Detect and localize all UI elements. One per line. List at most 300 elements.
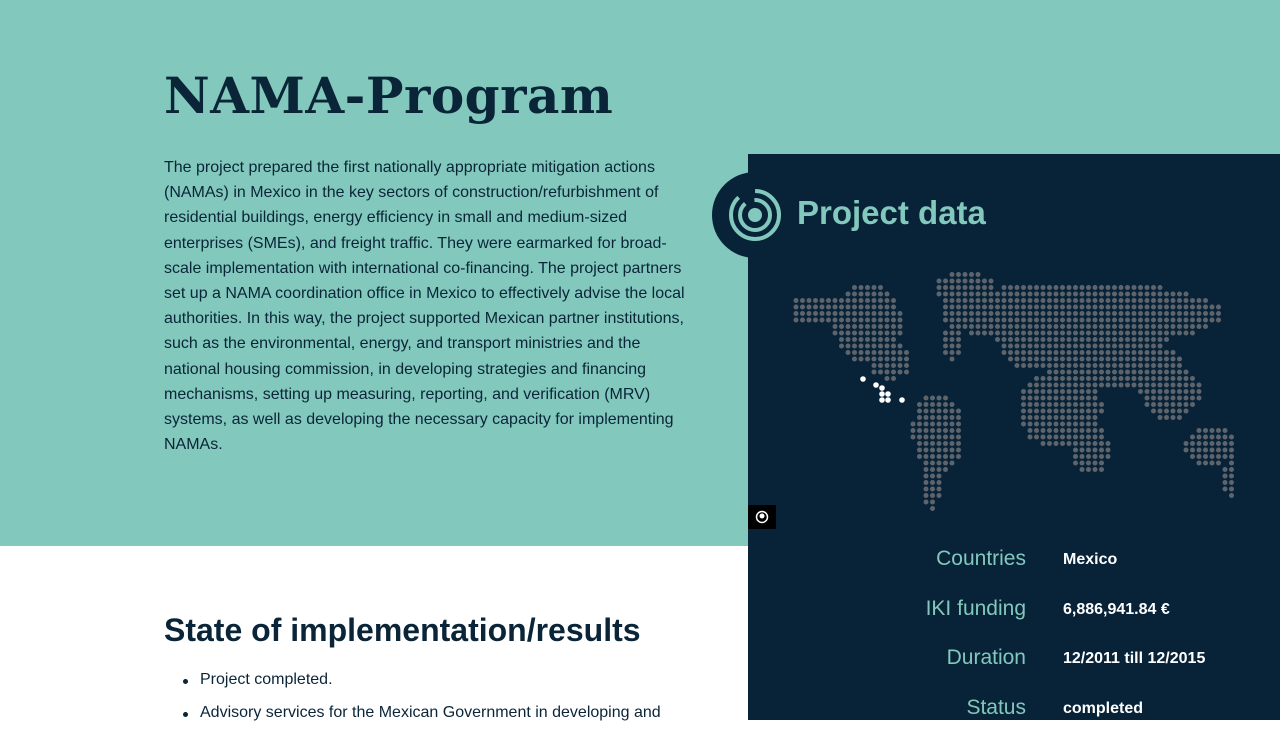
map-dot bbox=[1138, 389, 1143, 394]
map-dot bbox=[1184, 409, 1189, 414]
map-dot bbox=[859, 298, 864, 303]
map-dot bbox=[1034, 376, 1039, 381]
map-dot bbox=[1229, 461, 1234, 466]
map-dot bbox=[1054, 305, 1059, 310]
map-dot bbox=[1099, 337, 1104, 342]
map-dot bbox=[937, 415, 942, 420]
map-dot bbox=[963, 318, 968, 323]
map-dot bbox=[1080, 415, 1085, 420]
map-dot bbox=[1145, 337, 1150, 342]
map-dot bbox=[1138, 305, 1143, 310]
map-dot bbox=[1184, 331, 1189, 336]
map-dot bbox=[1119, 305, 1124, 310]
highlighted-country-dot bbox=[879, 391, 885, 397]
map-dot bbox=[1060, 363, 1065, 368]
map-dot bbox=[1086, 422, 1091, 427]
map-dot bbox=[878, 350, 883, 355]
map-dot bbox=[1086, 402, 1091, 407]
map-dot bbox=[969, 279, 974, 284]
map-dot bbox=[937, 428, 942, 433]
map-dot bbox=[1080, 402, 1085, 407]
map-dot bbox=[1223, 467, 1228, 472]
map-dot bbox=[963, 279, 968, 284]
map-dot bbox=[1002, 331, 1007, 336]
map-dot bbox=[1073, 337, 1078, 342]
map-dot bbox=[1125, 376, 1130, 381]
map-dot bbox=[1041, 441, 1046, 446]
map-dot bbox=[820, 298, 825, 303]
map-dot bbox=[885, 350, 890, 355]
map-dot bbox=[1080, 363, 1085, 368]
data-label-countries: Countries bbox=[936, 547, 1026, 570]
map-dot bbox=[1073, 435, 1078, 440]
map-dot bbox=[956, 292, 961, 297]
map-dot bbox=[943, 305, 948, 310]
map-dot bbox=[950, 357, 955, 362]
map-dot bbox=[1034, 337, 1039, 342]
map-dot bbox=[1093, 331, 1098, 336]
map-dot bbox=[1106, 318, 1111, 323]
map-dot bbox=[1067, 389, 1072, 394]
map-dot bbox=[969, 292, 974, 297]
map-dot bbox=[852, 311, 857, 316]
map-dot bbox=[1086, 448, 1091, 453]
map-dot bbox=[846, 350, 851, 355]
map-dot bbox=[1099, 435, 1104, 440]
map-dot bbox=[937, 454, 942, 459]
map-dot bbox=[1015, 363, 1020, 368]
map-dot bbox=[1086, 363, 1091, 368]
map-dot bbox=[1041, 324, 1046, 329]
map-dot bbox=[885, 370, 890, 375]
map-dot bbox=[1197, 324, 1202, 329]
map-dot bbox=[956, 409, 961, 414]
map-dot bbox=[1015, 298, 1020, 303]
map-dot bbox=[995, 311, 1000, 316]
map-dot bbox=[930, 409, 935, 414]
map-dot bbox=[1054, 331, 1059, 336]
map-dot bbox=[1093, 363, 1098, 368]
map-dot bbox=[1164, 324, 1169, 329]
map-dot bbox=[969, 298, 974, 303]
map-dot bbox=[1073, 311, 1078, 316]
map-dot bbox=[937, 448, 942, 453]
map-dot bbox=[1093, 344, 1098, 349]
highlighted-country-dot bbox=[899, 397, 905, 403]
map-dot bbox=[800, 298, 805, 303]
map-dot bbox=[976, 285, 981, 290]
project-data-badge bbox=[712, 172, 798, 258]
map-dot bbox=[878, 285, 883, 290]
map-dot bbox=[1041, 383, 1046, 388]
map-dot bbox=[1080, 292, 1085, 297]
map-dot bbox=[1047, 318, 1052, 323]
map-dot bbox=[1086, 415, 1091, 420]
map-dot bbox=[852, 350, 857, 355]
map-dot bbox=[1093, 305, 1098, 310]
map-dot bbox=[1054, 441, 1059, 446]
map-dot bbox=[1060, 298, 1065, 303]
map-dot bbox=[937, 285, 942, 290]
map-dot bbox=[1047, 389, 1052, 394]
map-dot bbox=[807, 311, 812, 316]
map-dot bbox=[865, 285, 870, 290]
map-dot bbox=[1151, 389, 1156, 394]
map-dot bbox=[1164, 311, 1169, 316]
map-dot bbox=[1210, 428, 1215, 433]
map-dot bbox=[1210, 448, 1215, 453]
map-dot bbox=[1002, 292, 1007, 297]
map-dot bbox=[859, 311, 864, 316]
map-dot bbox=[1106, 363, 1111, 368]
map-dot bbox=[1060, 305, 1065, 310]
map-dot bbox=[1015, 285, 1020, 290]
map-dot bbox=[924, 461, 929, 466]
map-dot bbox=[1093, 428, 1098, 433]
map-dot bbox=[878, 370, 883, 375]
map-dot bbox=[1086, 285, 1091, 290]
map-dot bbox=[963, 311, 968, 316]
map-dot bbox=[1229, 467, 1234, 472]
map-dot bbox=[1112, 350, 1117, 355]
map-dot bbox=[1021, 357, 1026, 362]
map-dot bbox=[1177, 305, 1182, 310]
map-dot bbox=[1034, 311, 1039, 316]
map-dot bbox=[1093, 461, 1098, 466]
map-dot bbox=[1197, 454, 1202, 459]
map-dot bbox=[1164, 331, 1169, 336]
map-dot bbox=[1216, 441, 1221, 446]
map-dot bbox=[1021, 415, 1026, 420]
map-dot bbox=[1132, 344, 1137, 349]
map-dot bbox=[924, 428, 929, 433]
map-dot bbox=[846, 337, 851, 342]
map-dot bbox=[1119, 292, 1124, 297]
map-dot bbox=[878, 318, 883, 323]
map-dot bbox=[1099, 428, 1104, 433]
map-dot bbox=[1138, 318, 1143, 323]
map-dot bbox=[1086, 344, 1091, 349]
map-dot bbox=[1151, 402, 1156, 407]
map-dot bbox=[969, 272, 974, 277]
map-dot bbox=[1125, 337, 1130, 342]
map-dot bbox=[1184, 292, 1189, 297]
map-dot bbox=[1054, 324, 1059, 329]
map-dot bbox=[1002, 337, 1007, 342]
map-dot bbox=[1067, 383, 1072, 388]
map-dot bbox=[1073, 363, 1078, 368]
map-dot bbox=[839, 324, 844, 329]
map-dot bbox=[898, 344, 903, 349]
map-dot bbox=[982, 279, 987, 284]
map-dot bbox=[943, 311, 948, 316]
map-dot bbox=[1054, 285, 1059, 290]
map-dot bbox=[891, 363, 896, 368]
map-dot bbox=[956, 454, 961, 459]
map-dot bbox=[1158, 324, 1163, 329]
map-dot bbox=[865, 324, 870, 329]
map-dot bbox=[982, 305, 987, 310]
map-dot bbox=[1106, 331, 1111, 336]
map-dot bbox=[976, 292, 981, 297]
map-dot bbox=[1203, 305, 1208, 310]
map-dot bbox=[885, 357, 890, 362]
map-dot bbox=[924, 402, 929, 407]
map-dot bbox=[1093, 389, 1098, 394]
map-dot bbox=[989, 298, 994, 303]
map-dot bbox=[878, 324, 883, 329]
map-dot bbox=[1041, 363, 1046, 368]
map-dot bbox=[1138, 350, 1143, 355]
map-dot bbox=[1132, 318, 1137, 323]
map-dot bbox=[1086, 298, 1091, 303]
map-dot bbox=[943, 298, 948, 303]
map-dot bbox=[1171, 350, 1176, 355]
map-dot bbox=[891, 344, 896, 349]
map-dot bbox=[826, 311, 831, 316]
map-dot bbox=[995, 292, 1000, 297]
map-dot bbox=[1086, 292, 1091, 297]
map-dot bbox=[1067, 331, 1072, 336]
map-dot bbox=[852, 331, 857, 336]
map-dot bbox=[1080, 448, 1085, 453]
map-dot bbox=[937, 435, 942, 440]
map-dot bbox=[1021, 305, 1026, 310]
map-dot bbox=[1119, 311, 1124, 316]
map-dot bbox=[930, 422, 935, 427]
map-dot bbox=[1034, 305, 1039, 310]
map-dot bbox=[1197, 305, 1202, 310]
map-dot bbox=[833, 305, 838, 310]
map-dot bbox=[1158, 285, 1163, 290]
map-dot bbox=[885, 363, 890, 368]
map-dot bbox=[1028, 402, 1033, 407]
map-dot bbox=[1190, 448, 1195, 453]
map-dot bbox=[950, 415, 955, 420]
map-dot bbox=[839, 344, 844, 349]
map-dot bbox=[1197, 389, 1202, 394]
map-dot bbox=[1112, 337, 1117, 342]
map-dot bbox=[930, 454, 935, 459]
map-dot bbox=[1145, 311, 1150, 316]
map-dot bbox=[1229, 493, 1234, 498]
map-dot bbox=[1112, 305, 1117, 310]
map-dot bbox=[891, 337, 896, 342]
map-dot bbox=[1028, 383, 1033, 388]
map-dot bbox=[1008, 285, 1013, 290]
map-dot bbox=[1080, 305, 1085, 310]
map-dot bbox=[1171, 389, 1176, 394]
map-dot bbox=[1093, 376, 1098, 381]
map-dot bbox=[1086, 441, 1091, 446]
map-dot bbox=[1158, 415, 1163, 420]
map-dot bbox=[1203, 318, 1208, 323]
map-dot bbox=[1151, 383, 1156, 388]
map-dot bbox=[956, 285, 961, 290]
map-dot bbox=[1073, 383, 1078, 388]
map-dot bbox=[1034, 324, 1039, 329]
map-dot bbox=[865, 357, 870, 362]
map-dot bbox=[1054, 428, 1059, 433]
map-dot bbox=[1054, 370, 1059, 375]
map-dot bbox=[1086, 435, 1091, 440]
map-dot bbox=[1177, 298, 1182, 303]
map-dot bbox=[963, 272, 968, 277]
map-dot bbox=[1203, 454, 1208, 459]
highlighted-country-dot bbox=[879, 385, 885, 391]
map-dot bbox=[872, 363, 877, 368]
map-dot bbox=[1112, 331, 1117, 336]
map-dot bbox=[1119, 383, 1124, 388]
map-dot bbox=[1177, 318, 1182, 323]
map-dot bbox=[1002, 311, 1007, 316]
map-dot bbox=[1047, 337, 1052, 342]
map-dot bbox=[1099, 331, 1104, 336]
map-dot bbox=[891, 331, 896, 336]
map-dot bbox=[1145, 357, 1150, 362]
map-dot bbox=[1047, 344, 1052, 349]
map-dot bbox=[911, 428, 916, 433]
map-dot bbox=[1171, 311, 1176, 316]
map-dot bbox=[846, 344, 851, 349]
data-row-status bbox=[748, 696, 1280, 726]
map-dot bbox=[1158, 357, 1163, 362]
map-dot bbox=[982, 298, 987, 303]
map-dot bbox=[1041, 409, 1046, 414]
map-dot bbox=[872, 370, 877, 375]
map-dot bbox=[1067, 396, 1072, 401]
map-dot bbox=[800, 305, 805, 310]
map-dot bbox=[839, 305, 844, 310]
map-dot bbox=[885, 337, 890, 342]
map-dot bbox=[930, 500, 935, 505]
map-dot bbox=[1151, 370, 1156, 375]
map-dot bbox=[1138, 285, 1143, 290]
map-dot bbox=[1106, 370, 1111, 375]
map-dot bbox=[1171, 324, 1176, 329]
map-dot bbox=[1054, 409, 1059, 414]
map-dot bbox=[1034, 435, 1039, 440]
map-dot bbox=[1125, 331, 1130, 336]
map-dot bbox=[1099, 441, 1104, 446]
map-dot bbox=[1086, 467, 1091, 472]
map-dot bbox=[1073, 370, 1078, 375]
map-dot bbox=[1034, 428, 1039, 433]
map-dot bbox=[1093, 357, 1098, 362]
data-value-countries: Mexico bbox=[1063, 551, 1118, 568]
data-row-funding bbox=[748, 597, 1280, 627]
map-dot bbox=[1106, 324, 1111, 329]
map-dot bbox=[1093, 350, 1098, 355]
map-dot bbox=[943, 428, 948, 433]
map-dot bbox=[924, 448, 929, 453]
map-dot bbox=[943, 337, 948, 342]
map-dot bbox=[1158, 318, 1163, 323]
map-dot bbox=[937, 480, 942, 485]
map-dot bbox=[1119, 363, 1124, 368]
map-dot bbox=[917, 448, 922, 453]
map-dot bbox=[1164, 370, 1169, 375]
map-dot bbox=[1132, 350, 1137, 355]
map-dot bbox=[1067, 435, 1072, 440]
map-dot bbox=[1067, 318, 1072, 323]
map-dot bbox=[839, 298, 844, 303]
map-dot bbox=[1125, 318, 1130, 323]
map-dot bbox=[1041, 285, 1046, 290]
map-dot bbox=[1054, 318, 1059, 323]
map-dot bbox=[956, 272, 961, 277]
map-dot bbox=[1060, 285, 1065, 290]
map-dot bbox=[1197, 461, 1202, 466]
map-dot bbox=[1093, 409, 1098, 414]
map-dot bbox=[930, 480, 935, 485]
map-dot bbox=[1047, 305, 1052, 310]
map-dot bbox=[1190, 396, 1195, 401]
map-toggle-button[interactable] bbox=[748, 505, 776, 529]
map-dot bbox=[1047, 370, 1052, 375]
map-dot bbox=[1164, 383, 1169, 388]
map-dot bbox=[1099, 370, 1104, 375]
map-dot bbox=[1119, 344, 1124, 349]
map-dot bbox=[820, 311, 825, 316]
map-dot bbox=[1021, 409, 1026, 414]
map-dot bbox=[1093, 383, 1098, 388]
map-dot bbox=[1060, 350, 1065, 355]
map-dot bbox=[930, 448, 935, 453]
map-dot bbox=[1177, 415, 1182, 420]
map-dot bbox=[950, 298, 955, 303]
map-dot bbox=[1093, 435, 1098, 440]
map-dot bbox=[1073, 389, 1078, 394]
map-dot bbox=[1041, 402, 1046, 407]
map-dot bbox=[989, 324, 994, 329]
map-dot bbox=[1177, 357, 1182, 362]
map-dot bbox=[1047, 441, 1052, 446]
map-dot bbox=[1158, 389, 1163, 394]
map-dot bbox=[1138, 370, 1143, 375]
data-value-status: completed bbox=[1063, 700, 1144, 717]
map-dot bbox=[1151, 344, 1156, 349]
map-dot bbox=[950, 285, 955, 290]
map-dot bbox=[1015, 357, 1020, 362]
map-dot bbox=[1021, 311, 1026, 316]
map-dot bbox=[1021, 337, 1026, 342]
map-dot bbox=[1041, 292, 1046, 297]
map-dot bbox=[1099, 305, 1104, 310]
map-dot bbox=[1060, 409, 1065, 414]
map-dot bbox=[1099, 409, 1104, 414]
results-heading: State of implementation/results bbox=[164, 612, 641, 648]
map-dot bbox=[943, 441, 948, 446]
map-dot bbox=[956, 331, 961, 336]
map-dot bbox=[1041, 344, 1046, 349]
map-dot bbox=[1080, 389, 1085, 394]
map-dot bbox=[872, 292, 877, 297]
map-dot bbox=[1047, 363, 1052, 368]
map-dot bbox=[846, 331, 851, 336]
map-dot bbox=[872, 285, 877, 290]
map-dot bbox=[865, 292, 870, 297]
results-list bbox=[164, 670, 724, 736]
map-dot bbox=[1093, 298, 1098, 303]
map-dot bbox=[1177, 376, 1182, 381]
map-dot bbox=[1060, 318, 1065, 323]
map-dot bbox=[937, 493, 942, 498]
map-dot bbox=[1021, 298, 1026, 303]
map-dot bbox=[885, 318, 890, 323]
map-dot bbox=[1145, 324, 1150, 329]
map-dot bbox=[1125, 298, 1130, 303]
